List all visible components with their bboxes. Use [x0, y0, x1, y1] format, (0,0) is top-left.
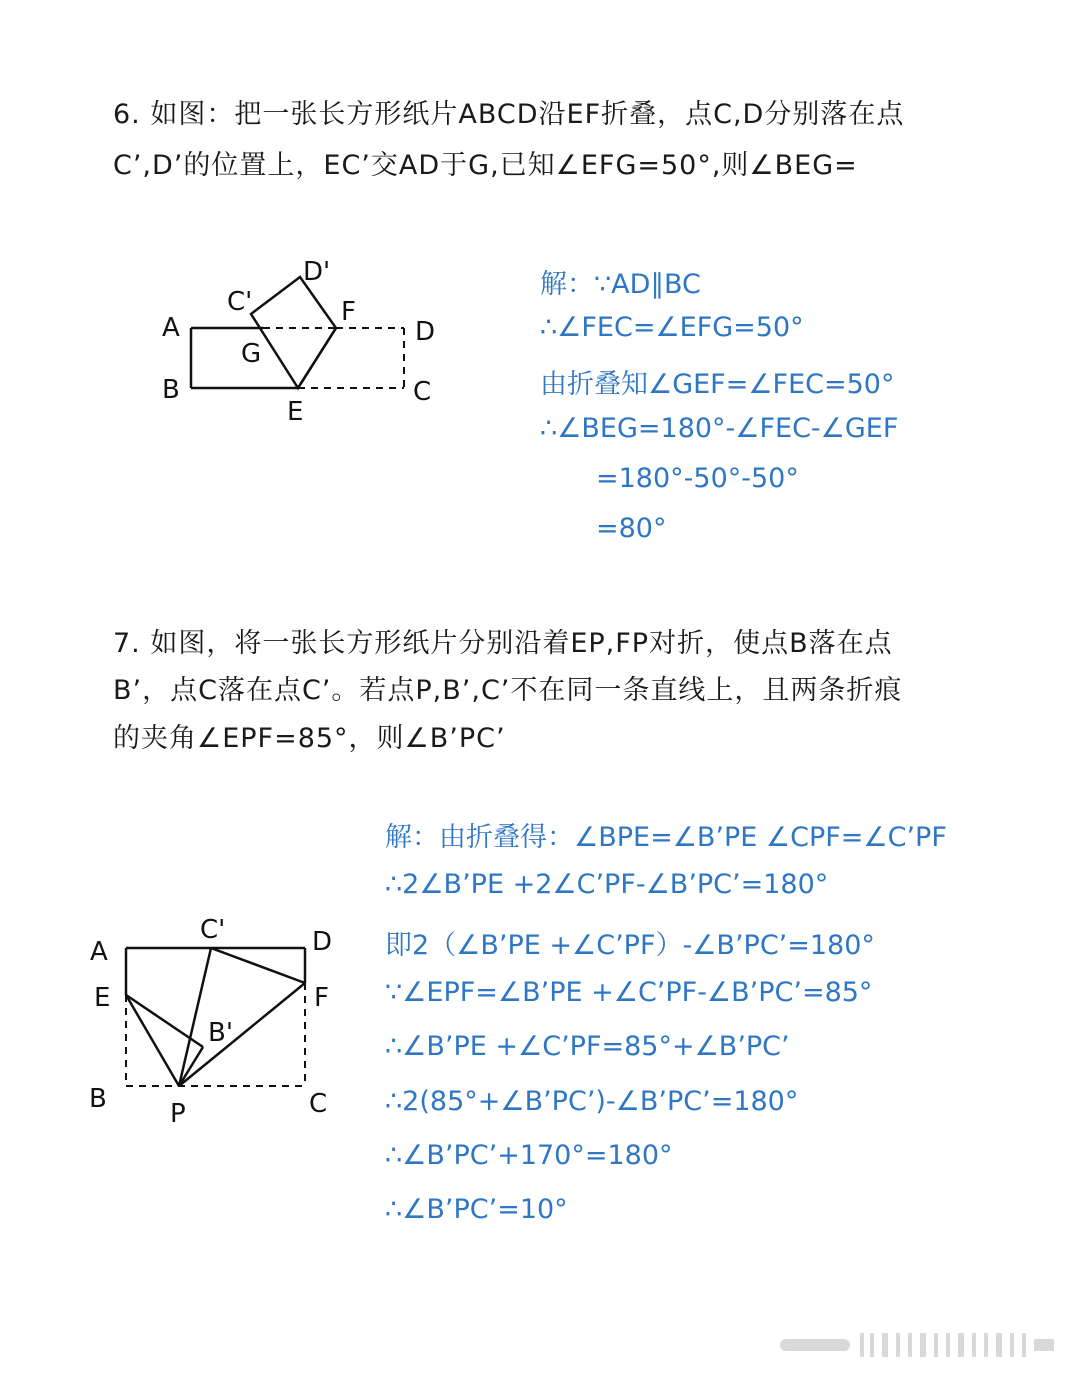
fig6-label-G: G: [241, 339, 262, 369]
problem6-solution-line-1: 解：∵AD∥BC: [540, 269, 701, 300]
fig7-label-D: D: [312, 927, 333, 957]
problem6-line-2: C’,D’的位置上，EC’交AD于G,已知∠EFG=50°,则∠BEG=: [113, 150, 858, 181]
problem7-figure: [80, 905, 350, 1135]
fig7-label-P: P: [170, 1099, 186, 1129]
fig7-edge-FC1: [211, 948, 305, 983]
problem6-figure: [150, 240, 470, 430]
fig6-label-A: A: [162, 313, 180, 343]
problem7-line-3: 的夹角∠EPF=85°，则∠B’PC’: [113, 723, 506, 754]
problem6-solution-line-3: 由折叠知∠GEF=∠FEC=50°: [540, 369, 895, 400]
fig7-crease-EP: [126, 995, 179, 1086]
fig7-label-B: B: [89, 1084, 107, 1114]
fig7-crease-FP: [179, 983, 305, 1086]
fig7-label-C-prime: C': [200, 915, 226, 945]
problem7-solution-line-2: ∴2∠B’PE +2∠C’PF-∠B’PC’=180°: [385, 869, 829, 900]
problem6-line-1: 6. 如图：把一张长方形纸片ABCD沿EF折叠，点C,D分别落在点: [113, 99, 905, 130]
fig6-label-F: F: [341, 297, 356, 327]
problem6-solution-line-5: =180°-50°-50°: [596, 463, 799, 494]
problem7-solution-line-8: ∴∠B’PC’=10°: [385, 1194, 568, 1225]
problem7-solution-line-6: ∴2(85°+∠B’PC’)-∠B’PC’=180°: [385, 1086, 799, 1117]
problem7-solution-line-5: ∴∠B’PE +∠C’PF=85°+∠B’PC’: [385, 1031, 790, 1062]
fig7-label-A: A: [90, 937, 108, 967]
watermark-logo: [760, 1325, 1060, 1365]
problem7-solution-line-7: ∴∠B’PC’+170°=180°: [385, 1140, 673, 1171]
problem7-line-2: B’，点C落在点C’。若点P,B’,C’不在同一条直线上，且两条折痕: [113, 675, 903, 706]
problem7-solution-line-1: 解：由折叠得：∠BPE=∠B’PE ∠CPF=∠C’PF: [385, 822, 947, 853]
fig6-folded-flap: [251, 277, 336, 388]
fig6-label-C: C: [413, 377, 432, 407]
fig7-edge-EB1: [126, 995, 203, 1047]
fig7-label-E: E: [94, 983, 111, 1013]
problem7-solution-line-3: 即2（∠B’PE +∠C’PF）-∠B’PC’=180°: [385, 930, 875, 961]
fig7-label-C: C: [309, 1089, 328, 1119]
fig6-label-B: B: [162, 375, 180, 405]
problem7-line-1: 7. 如图，将一张长方形纸片分别沿着EP,FP对折，使点B落在点: [113, 628, 893, 659]
fig7-label-F: F: [314, 983, 329, 1013]
problem6-solution-line-4: ∴∠BEG=180°-∠FEC-∠GEF: [540, 413, 899, 444]
fig6-label-D-prime: D': [303, 257, 331, 287]
problem6-solution-line-2: ∴∠FEC=∠EFG=50°: [540, 312, 804, 343]
fig7-label-B-prime: B': [208, 1018, 233, 1048]
problem6-solution-line-6: =80°: [596, 513, 667, 544]
problem7-solution-line-4: ∵∠EPF=∠B’PE +∠C’PF-∠B’PC’=85°: [385, 977, 873, 1008]
fig6-label-D: D: [415, 317, 436, 347]
fig6-label-E: E: [287, 397, 304, 427]
fig6-label-C-prime: C': [227, 287, 253, 317]
